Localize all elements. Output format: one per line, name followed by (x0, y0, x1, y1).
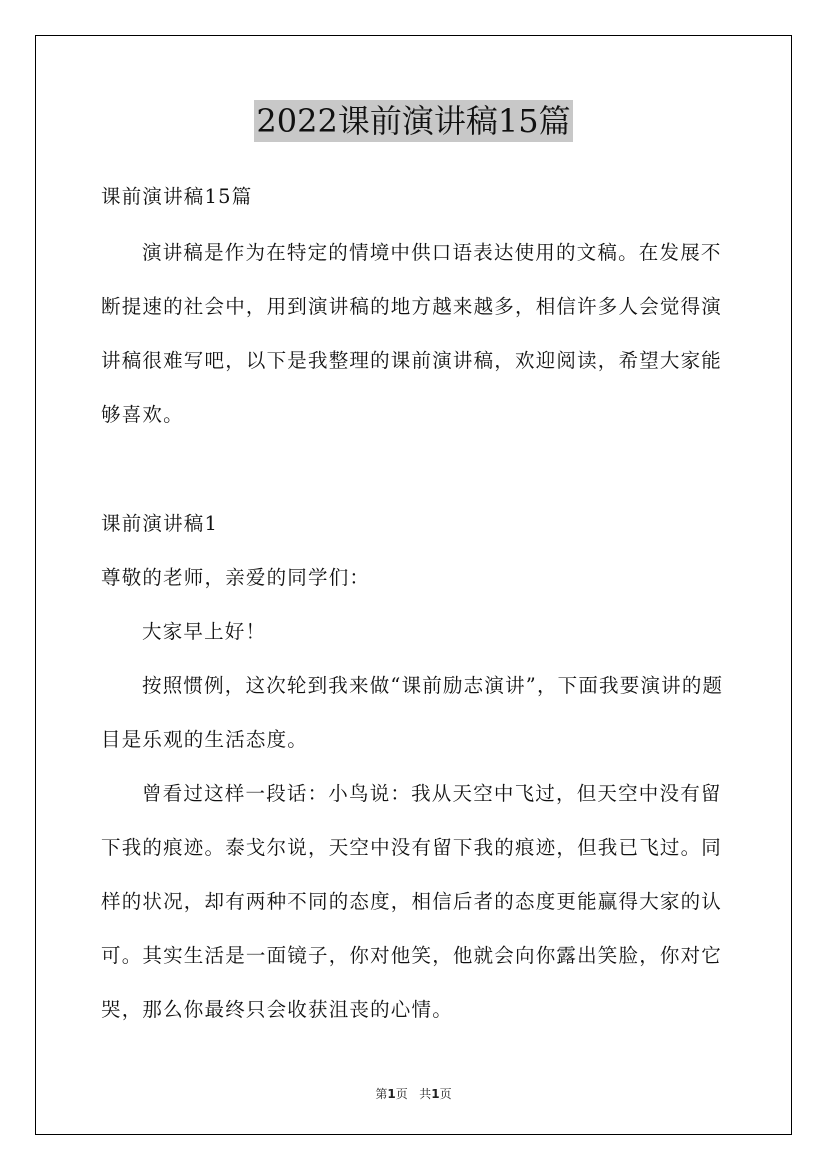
document-title: 2022课前演讲稿15篇 (256, 102, 571, 140)
para2-line-2: 下我的痕迹。泰戈尔说，天空中没有留下我的痕迹，但我已飞过。同 (101, 836, 723, 859)
intro-line-4: 够喜欢。 (101, 403, 184, 426)
para2-line-5: 哭，那么你最终只会收获沮丧的心情。 (101, 998, 453, 1021)
salutation: 尊敬的老师，亲爱的同学们： (101, 566, 371, 589)
total-pages: 1 (431, 1087, 440, 1101)
greeting: 大家早上好！ (142, 620, 267, 643)
page-label-suffix: 页 (395, 1087, 408, 1101)
intro-line-1: 演讲稿是作为在特定的情境中供口语表达使用的文稿。在发展不 (142, 241, 722, 264)
para2-line-3: 样的状况，却有两种不同的态度，相信后者的态度更能赢得大家的认 (101, 890, 723, 913)
total-label-suffix: 页 (439, 1087, 452, 1101)
intro-line-3: 讲稿很难写吧，以下是我整理的课前演讲稿，欢迎阅读，希望大家能 (101, 349, 723, 372)
para1-line-1: 按照惯例，这次轮到我来做“课前励志演讲”，下面我要演讲的题 (142, 674, 724, 697)
title-container (0, 100, 827, 142)
page-footer (0, 1085, 827, 1102)
para1-line-2: 目是乐观的生活态度。 (101, 728, 309, 751)
total-label-prefix: 共 (419, 1087, 432, 1101)
para2-line-4: 可。其实生活是一面镜子，你对他笑，他就会向你露出笑脸，你对它 (101, 944, 723, 967)
document-subtitle: 课前演讲稿15篇 (101, 185, 253, 208)
page-number: 1 (387, 1087, 396, 1101)
intro-line-2: 断提速的社会中，用到演讲稿的地方越来越多，相信许多人会觉得演 (101, 295, 723, 318)
page-label-prefix: 第 (375, 1087, 388, 1101)
section-heading: 课前演讲稿1 (101, 512, 219, 535)
para2-line-1: 曾看过这样一段话：小鸟说：我从天空中飞过，但天空中没有留 (142, 782, 722, 805)
